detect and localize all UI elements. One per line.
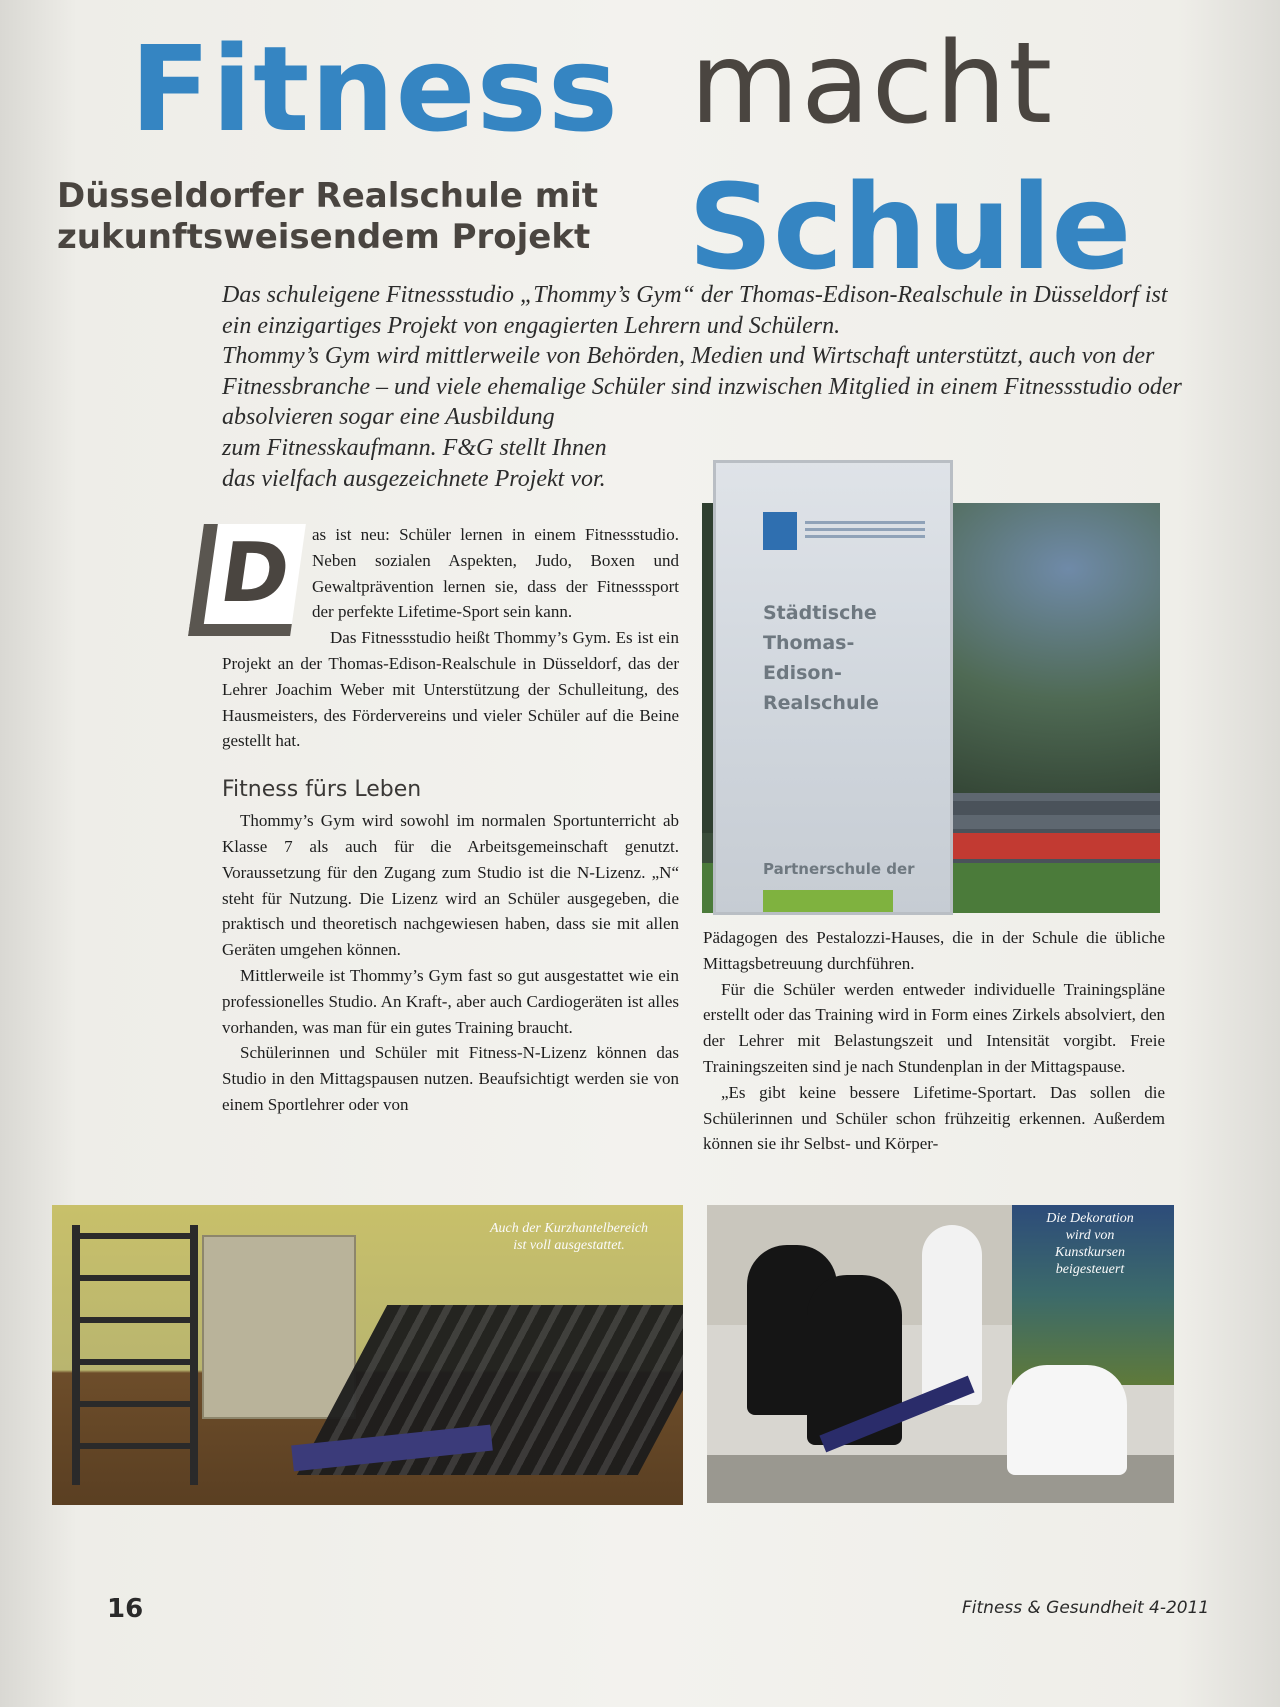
sign-school-name: Städtische Thomas- Edison- Realschule (763, 602, 879, 714)
magazine-footer: Fitness & Gesundheit 4-2011 (962, 1598, 1210, 1618)
drop-cap: D (188, 524, 306, 636)
section-heading: Fitness fürs Leben (222, 777, 422, 803)
paragraph-project: Das Fitnessstudio heißt Thommy’s Gym. Es ist ein Projekt an der Thomas-Edison-Realschule in Düsseldorf, das der Lehrer Joachim Weber mit Unterstützung der Schulleitung, des Hausmeisters, des Fördervereins und vieler Schüler auf die Beine gestellt hat. (222, 628, 679, 751)
paragraph-intro: as ist neu: Schüler lernen in einem Fitnessstudio. Neben sozialen Aspekten, Judo, Boxen und Gewaltprävention lernen sie, dass der Fitnesssport der perfekte Lifetime-Sport sein kann. (312, 525, 679, 622)
page-number: 16 (107, 1594, 144, 1624)
headline-macht: macht (690, 19, 1055, 149)
paragraph-training: Für die Schüler werden entweder individuelle Trainingspläne erstellt oder das Training wird in Form eines Zirkels absolviert, den der Lehrer mit Belastungszeit und Intensität vorgibt. Freie Trainingszeiten sind je nach Stundenplan in der Mittagspause. (703, 979, 1165, 1076)
paragraph-lunch: Schülerinnen und Schüler mit Fitness-N-Lizenz können das Studio in den Mittagspausen nutzen. Beaufsichtigt werden sie von einem Sportlehrer oder von (222, 1043, 679, 1114)
headline-fitness: Fitness (130, 20, 619, 158)
paragraph-quote: „Es gibt keine bessere Lifetime-Sportart. Das sollen die Schülerinnen und Schüler schon frühzeitig erkennen. Außerdem können sie ihr Selbst- und Körper- (703, 1082, 1165, 1154)
caption-dumbbells: Auch der Kurzhantelbereich ist voll ausgestattet. (489, 1221, 649, 1253)
school-sign-board (713, 460, 953, 915)
caption-decoration: Die Dekoration wird von Kunstkursen beigesteuert (1046, 1211, 1134, 1277)
city-logo-icon (763, 512, 797, 550)
paragraph-pestalozzi: Pädagogen des Pestalozzi-Hauses, die in der Schule die übliche Mittagsbetreuung durchführen. (703, 928, 1165, 973)
paragraph-equipment: Mittlerweile ist Thommy’s Gym fast so gut ausgestattet wie ein professionelles Studio. An Kraft-, aber auch Cardiogeräten ist alles vorhanden, was man für ein gutes Training braucht. (222, 965, 679, 1037)
paragraph-license: Thommy’s Gym wird sowohl im normalen Sportunterricht ab Klasse 7 als auch für die Arbeitsgemeinschaft genutzt. Voraussetzung für den Zugang zum Studio ist die N-Lizenz. „N“ steht für Nutzung. Die Lizenz wird an Schüler ausgegeben, die praktisch und theoretisch nachgewiesen haben, dass sie mit allen Geräten umgehen können. (222, 811, 679, 960)
lead-paragraph: Das schuleigene Fitnessstudio „Thommy’s Gym“ der Thomas-Edison-Realschule in Düsseldorf ist ein einzigartiges Projekt von engagierten Lehrern und Schülern. Thommy’s Gym wird mittlerweile von Behörden, Medien und Wirtschaft unterstützt, auch von der Fitnessbranche – und viele ehemalige Schüler sind inzwischen Mitglied in einem Fitnessstudio oder absolvieren sogar eine Ausbildung zum Fitnesskaufmann. F&G stellt Ihnen das vielfach ausgezeichnete Projekt vor. (222, 282, 1182, 492)
headline-schule: Schule (688, 158, 1132, 296)
sign-partner-text: Partnerschule der (763, 860, 915, 878)
article-column-right (703, 925, 1165, 1157)
subheadline: Düsseldorfer Realschule mit zukunftsweisendem Projekt (57, 176, 599, 257)
article-column-left (214, 522, 679, 1118)
